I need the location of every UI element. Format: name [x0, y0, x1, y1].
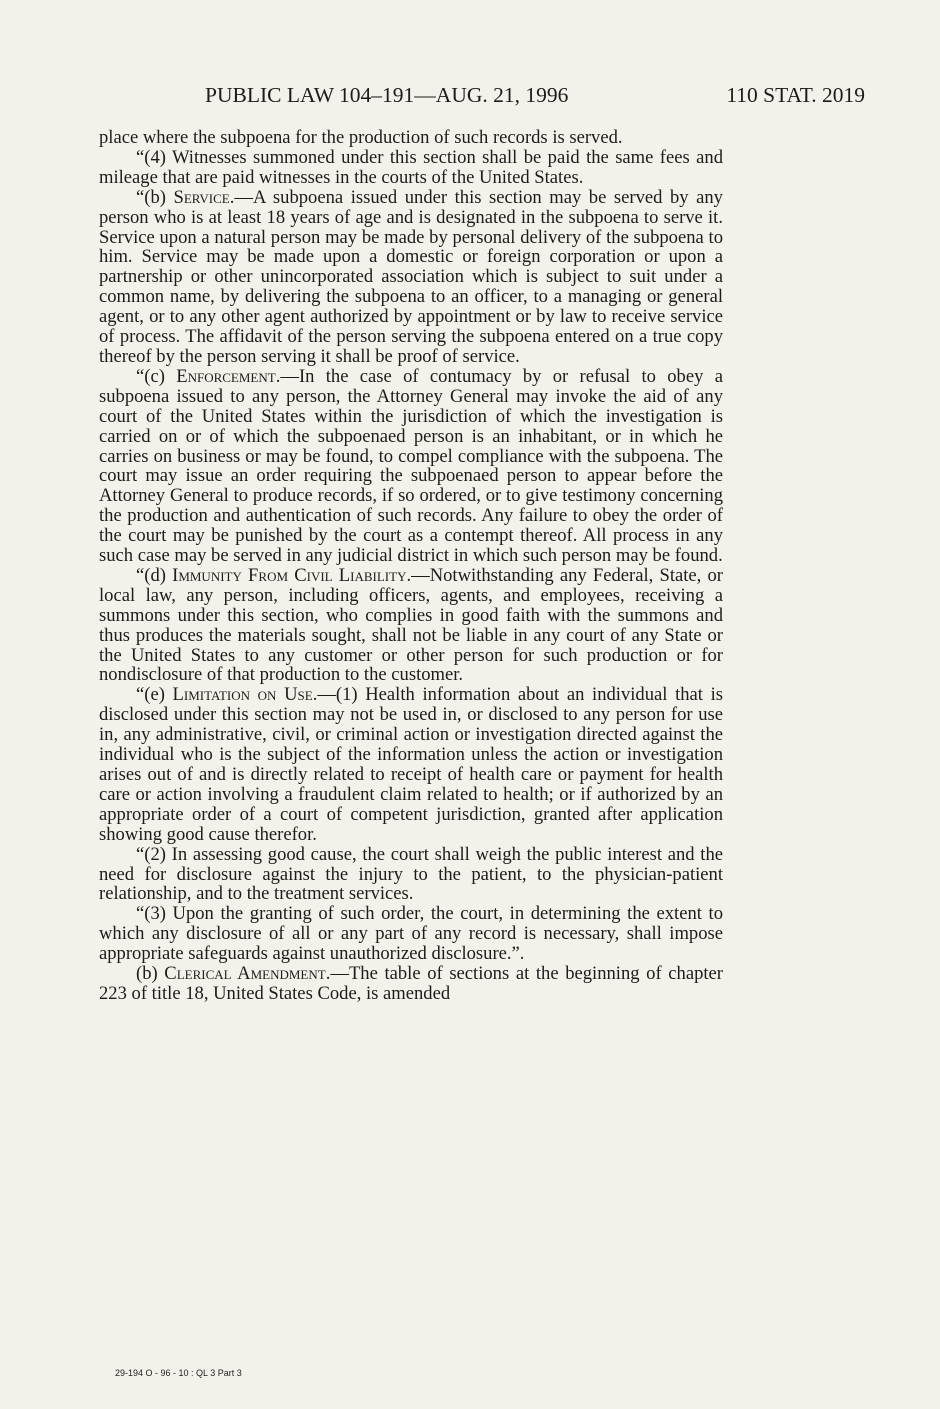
subsection-heading: Limitation on Use: [172, 684, 313, 706]
subsection-heading: Clerical Amendment: [164, 963, 326, 985]
subsection-text: .—In the case of contumacy by or refusal to obey a subpoena issued to any person, the Attorney General may invoke the aid of any court of the United States within the jurisdiction of which the investigation is carried on or of which the subpoenaed person is an inhabitant, or in which he carries on business or may be found, to compel compliance with the subpoena. The court may issue an order requiring the subpoenaed person to appear before the Attorney General to produce records, if so ordered, or to give testimony concerning the production and authentication of such records. Any failure to obey the order of the court may be punished by the court as a contempt thereof. All process in any such case may be served in any judicial district in which such person may be found.: [99, 365, 723, 567]
statute-body: [99, 128, 723, 1004]
subsection-heading: Immunity From Civil Liability: [172, 564, 407, 586]
paragraph-enforcement: [99, 367, 723, 566]
paragraph-witness-fees: “(4) Witnesses summoned under this section shall be paid the same fees and mileage that are paid witnesses in the courts of the United States.: [99, 146, 723, 188]
print-job-code: 29-194 O - 96 - 10 : QL 3 Part 3: [115, 1368, 242, 1378]
subsection-text: .—Notwithstanding any Federal, State, or local law, any person, including officers, agents, and employees, receiving a summons under this section, who complies in good faith with the summons and thus produces the materials sought, shall not be liable in any court of any State or the United States to any customer or other person for such production or for nondisclosure of that production to the customer.: [99, 564, 723, 686]
paragraph-clerical-amendment: [99, 964, 723, 1004]
paragraph-good-cause: “(2) In assessing good cause, the court shall weigh the public interest and the need for disclosure against the injury to the patient, to the physician-patient relationship, and to the treatment services.: [99, 843, 723, 905]
subsection-heading: Enforcement: [176, 365, 276, 387]
paragraph-safeguards: “(3) Upon the granting of such order, the court, in determining the extent to which any disclosure of all or any part of any record is necessary, shall impose appropriate safeguards against unauthorized disclosure.”.: [99, 903, 723, 965]
subsection-lead: “(c): [136, 365, 177, 387]
subsection-lead: (b): [136, 963, 165, 985]
subsection-text: .—The table of sections at the beginning of chapter 223 of title 18, United States Code, is amended: [99, 963, 723, 1004]
header-stat-page: 110 STAT. 2019: [726, 83, 865, 107]
subsection-lead: “(d): [136, 564, 173, 586]
subsection-heading: Service: [173, 186, 230, 208]
paragraph-service: [99, 188, 723, 367]
subsection-lead: “(b): [136, 186, 174, 208]
header-title: PUBLIC LAW 104–191—AUG. 21, 1996: [205, 83, 569, 107]
paragraph-limitation-on-use: [99, 685, 723, 844]
subsection-text: .—A subpoena issued under this section may be served by any person who is at least 18 years of age and is designated in the subpoena to serve it. Service upon a natural person may be made by personal delivery of the subpoena to him. Service may be made upon a domestic or foreign corporation or upon a partnership or other unincorporated association which is subject to suit under a common name, by delivering the subpoena to an officer, to a managing or general agent, or to any other agent authorized by appointment or by law to receive service of process. The affidavit of the person serving the subpoena entered on a true copy thereof by the person serving it shall be proof of service.: [99, 186, 723, 367]
paragraph-continuation: place where the subpoena for the production of such records is served.: [99, 127, 623, 148]
subsection-text: .—(1) Health information about an individual that is disclosed under this section may not be used in, or disclosed to any person for use in, any administrative, civil, or criminal action or investigation directed against the individual who is the subject of the information unless the action or investigation arises out of and is directly related to receipt of health care or payment for health care or action involving a fraudulent claim related to health; or if authorized by an appropriate order of a court of competent jurisdiction, granted after application showing good cause therefor.: [99, 684, 724, 845]
paragraph-immunity: [99, 566, 723, 685]
page-header: [205, 79, 865, 111]
subsection-lead: “(e): [136, 684, 173, 706]
